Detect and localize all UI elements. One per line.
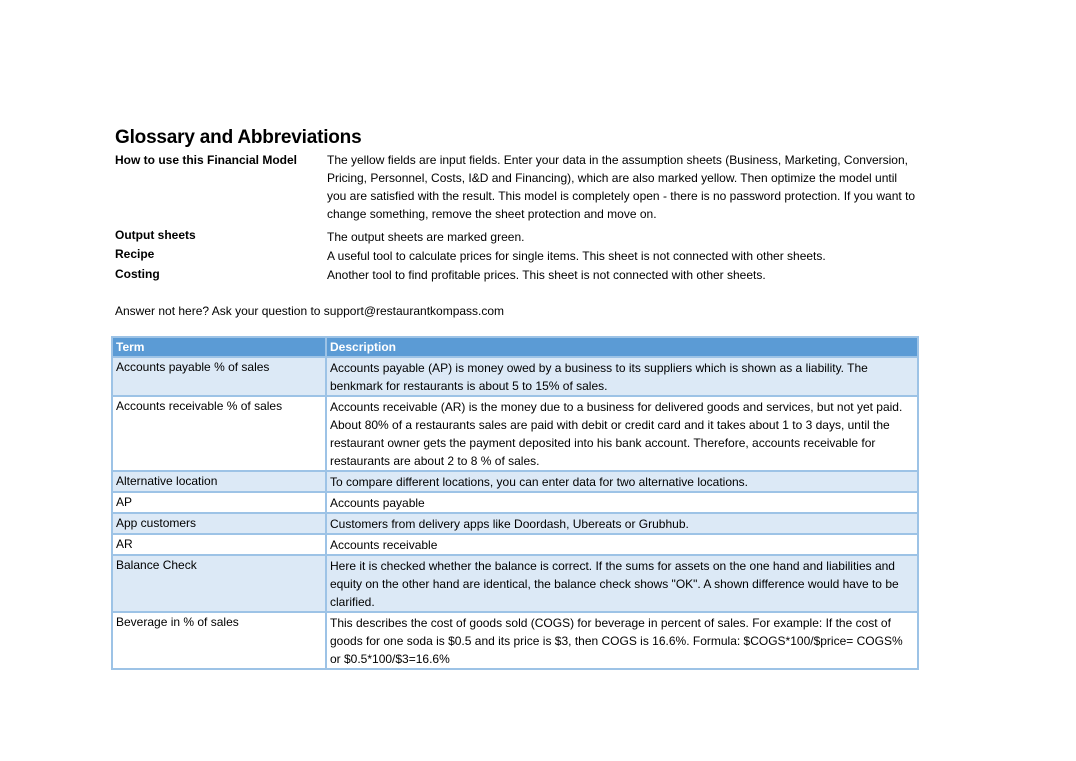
support-note: Answer not here? Ask your question to support@restaurantkompass.com [115, 304, 505, 318]
table-row [112, 612, 918, 669]
term-cell: Balance Check [112, 555, 326, 612]
description-cell: Customers from delivery apps like Doordash, Ubereats or Grubhub. [326, 513, 918, 534]
table-row [112, 357, 918, 396]
term-cell: Alternative location [112, 471, 326, 492]
description-cell: Accounts receivable [326, 534, 918, 555]
info-label: Output sheets [115, 228, 196, 242]
term-cell: AP [112, 492, 326, 513]
table-header-row [112, 337, 918, 357]
description-cell: Here it is checked whether the balance is correct. If the sums for assets on the one hand and liabilities and equity on the other hand are identical, the balance check shows "OK". A shown difference would have to be clarified. [326, 555, 918, 612]
description-cell: To compare different locations, you can enter data for two alternative locations. [326, 471, 918, 492]
term-cell: AR [112, 534, 326, 555]
info-label: Recipe [115, 247, 155, 261]
term-cell: Accounts payable % of sales [112, 357, 326, 396]
description-cell: This describes the cost of goods sold (COGS) for beverage in percent of sales. For example: If the cost of goods for one soda is $0.5 and its price is $3, then COGS is 16.6%. Formula: $COGS*100/$price= COGS% or $0.5*100/$3=16.6% [326, 612, 918, 669]
description-cell: Accounts receivable (AR) is the money due to a business for delivered goods and services, but not yet paid. About 80% of a restaurants sales are paid with debit or credit card and it takes about 1 to 3 days, until the restaurant owner gets the payment deposited into his bank account. Therefore, accounts receivable for restaurants are about 2 to 8 % of sales. [326, 396, 918, 471]
term-cell: App customers [112, 513, 326, 534]
info-label: Costing [115, 267, 160, 281]
description-cell: Accounts payable (AP) is money owed by a business to its suppliers which is shown as a liability. The benkmark for restaurants is about 5 to 15% of sales. [326, 357, 918, 396]
column-header-description: Description [326, 337, 918, 357]
glossary-table [111, 336, 919, 670]
table-row [112, 492, 918, 513]
term-cell: Beverage in % of sales [112, 612, 326, 669]
info-label: How to use this Financial Model [115, 153, 298, 167]
description-cell: Accounts payable [326, 492, 918, 513]
column-header-term: Term [112, 337, 326, 357]
info-text: The yellow fields are input fields. Enter your data in the assumption sheets (Business, Marketing, Conversion, Pricing, Personnel, Costs, I&D and Financing), which are also marked yellow. Then optimize the model until you are satisfied with the result. This model is completely open - there is no password protection. If you want to change something, remove the sheet protection and move on. [327, 153, 916, 221]
table-row [112, 534, 918, 555]
table-row [112, 471, 918, 492]
info-text: Another tool to find profitable prices. This sheet is not connected with other sheets. [327, 268, 766, 282]
table-row [112, 513, 918, 534]
info-text: The output sheets are marked green. [327, 230, 525, 244]
term-cell: Accounts receivable % of sales [112, 396, 326, 471]
table-row [112, 555, 918, 612]
table-row [112, 396, 918, 471]
info-text: A useful tool to calculate prices for single items. This sheet is not connected with other sheets. [327, 249, 826, 263]
page-title: Glossary and Abbreviations [115, 127, 362, 148]
